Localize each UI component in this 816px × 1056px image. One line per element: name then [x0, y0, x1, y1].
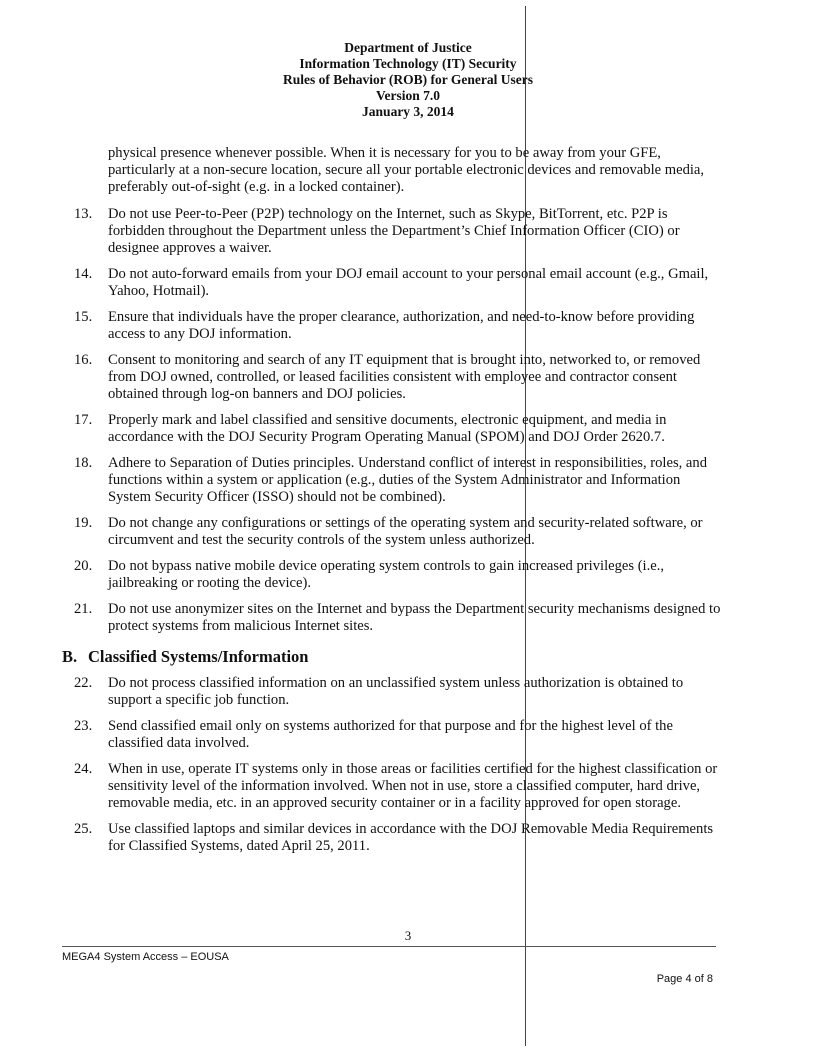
- item-text: Adhere to Separation of Duties principles. Understand conflict of interest in responsibilities, roles, and functions within a system or application (e.g., duties of the System Administrator and Information System Security Officer (ISSO) should not be combined).: [108, 455, 708, 505]
- item-text: Do not auto-forward emails from your DOJ email account to your personal email account (e.g., Gmail, Yahoo, Hotmail).: [108, 266, 709, 299]
- list-item: [62, 266, 722, 300]
- item-number: 25.: [74, 821, 93, 837]
- continuation-paragraph: physical presence whenever possible. When it is necessary for you to be away from your GFE, particularly at a non-secure location, secure all your portable electronic devices and removable media, preferably out-of-sight (e.g. in a locked container).: [108, 145, 705, 195]
- footer-page-count: Page 4 of 8: [656, 973, 713, 985]
- header-it-security: Information Technology (IT) Security: [299, 56, 517, 71]
- list-item: [62, 821, 722, 855]
- item-text: Consent to monitoring and search of any IT equipment that is brought into, networked to, or removed from DOJ owned, controlled, or leased facilities consistent with employee and contractor consent obtained through log-on banners and DOJ policies.: [108, 352, 701, 402]
- item-number: 15.: [74, 309, 93, 325]
- item-text: Use classified laptops and similar devices in accordance with the DOJ Removable Media Requirements for Classified Systems, dated April 25, 2011.: [108, 821, 714, 854]
- list-item: [62, 309, 722, 343]
- list-item: [62, 352, 722, 403]
- item-number: 23.: [74, 718, 93, 734]
- item-text: Send classified email only on systems authorized for that purpose and for the highest level of the classified data involved.: [108, 718, 673, 751]
- item-number: 24.: [74, 761, 93, 777]
- item-text: When in use, operate IT systems only in those areas or facilities certified for the highest classification or sensitivity level of the information involved. When not in use, store a classified computer, hard drive, removable media, etc. in an approved security container or in a facility approved for open storage.: [108, 761, 718, 811]
- page-number: 3: [404, 928, 412, 943]
- list-item: [62, 558, 722, 592]
- item-text: Do not change any configurations or settings of the operating system and security-related software, or circumvent and test the security controls of the system unless authorized.: [108, 515, 703, 548]
- item-text: Do not bypass native mobile device operating system controls to gain increased privileges (i.e., jailbreaking or rooting the device).: [108, 558, 665, 591]
- section-heading-classified: [62, 647, 722, 666]
- footer-system-label: MEGA4 System Access – EOUSA: [62, 951, 229, 963]
- header-rob-title: Rules of Behavior (ROB) for General Users: [283, 72, 533, 87]
- item-number: 13.: [74, 206, 93, 222]
- section-letter: B.: [62, 647, 78, 666]
- document-header: [0, 40, 816, 120]
- list-item: [62, 206, 722, 257]
- list-item: [62, 761, 722, 812]
- footer-divider: [62, 946, 716, 947]
- section-title: Classified Systems/Information: [88, 647, 309, 666]
- list-item: [62, 515, 722, 549]
- header-version: Version 7.0: [375, 88, 440, 103]
- item-text: Do not process classified information on an unclassified system unless authorization is obtained to support a specific job function.: [108, 675, 684, 708]
- list-item: [62, 455, 722, 506]
- header-department: Department of Justice: [344, 40, 472, 55]
- header-date: January 3, 2014: [362, 104, 454, 119]
- item-number: 14.: [74, 266, 93, 282]
- item-number: 19.: [74, 515, 93, 531]
- list-item: [62, 601, 722, 635]
- item-number: 21.: [74, 601, 93, 617]
- list-item: [62, 412, 722, 446]
- list-item: [62, 718, 722, 752]
- item-number: 20.: [74, 558, 93, 574]
- item-number: 16.: [74, 352, 93, 368]
- item-number: 17.: [74, 412, 93, 428]
- item-text: Do not use Peer-to-Peer (P2P) technology on the Internet, such as Skype, BitTorrent, etc. P2P is forbidden throughout the Department unless the Department’s Chief Information Officer (CIO) or designee approves a waiver.: [108, 206, 680, 256]
- item-number: 22.: [74, 675, 93, 691]
- document-body: [62, 145, 722, 864]
- list-item: [62, 675, 722, 709]
- item-text: Properly mark and label classified and sensitive documents, electronic equipment, and media in accordance with the DOJ Security Program Operating Manual (SPOM) and DOJ Order 2620.7.: [108, 412, 667, 445]
- item-number: 18.: [74, 455, 93, 471]
- item-text: Do not use anonymizer sites on the Internet and bypass the Department security mechanisms designed to protect systems from malicious Internet sites.: [108, 601, 721, 634]
- item-text: Ensure that individuals have the proper clearance, authorization, and need-to-know before providing access to any DOJ information.: [108, 309, 695, 342]
